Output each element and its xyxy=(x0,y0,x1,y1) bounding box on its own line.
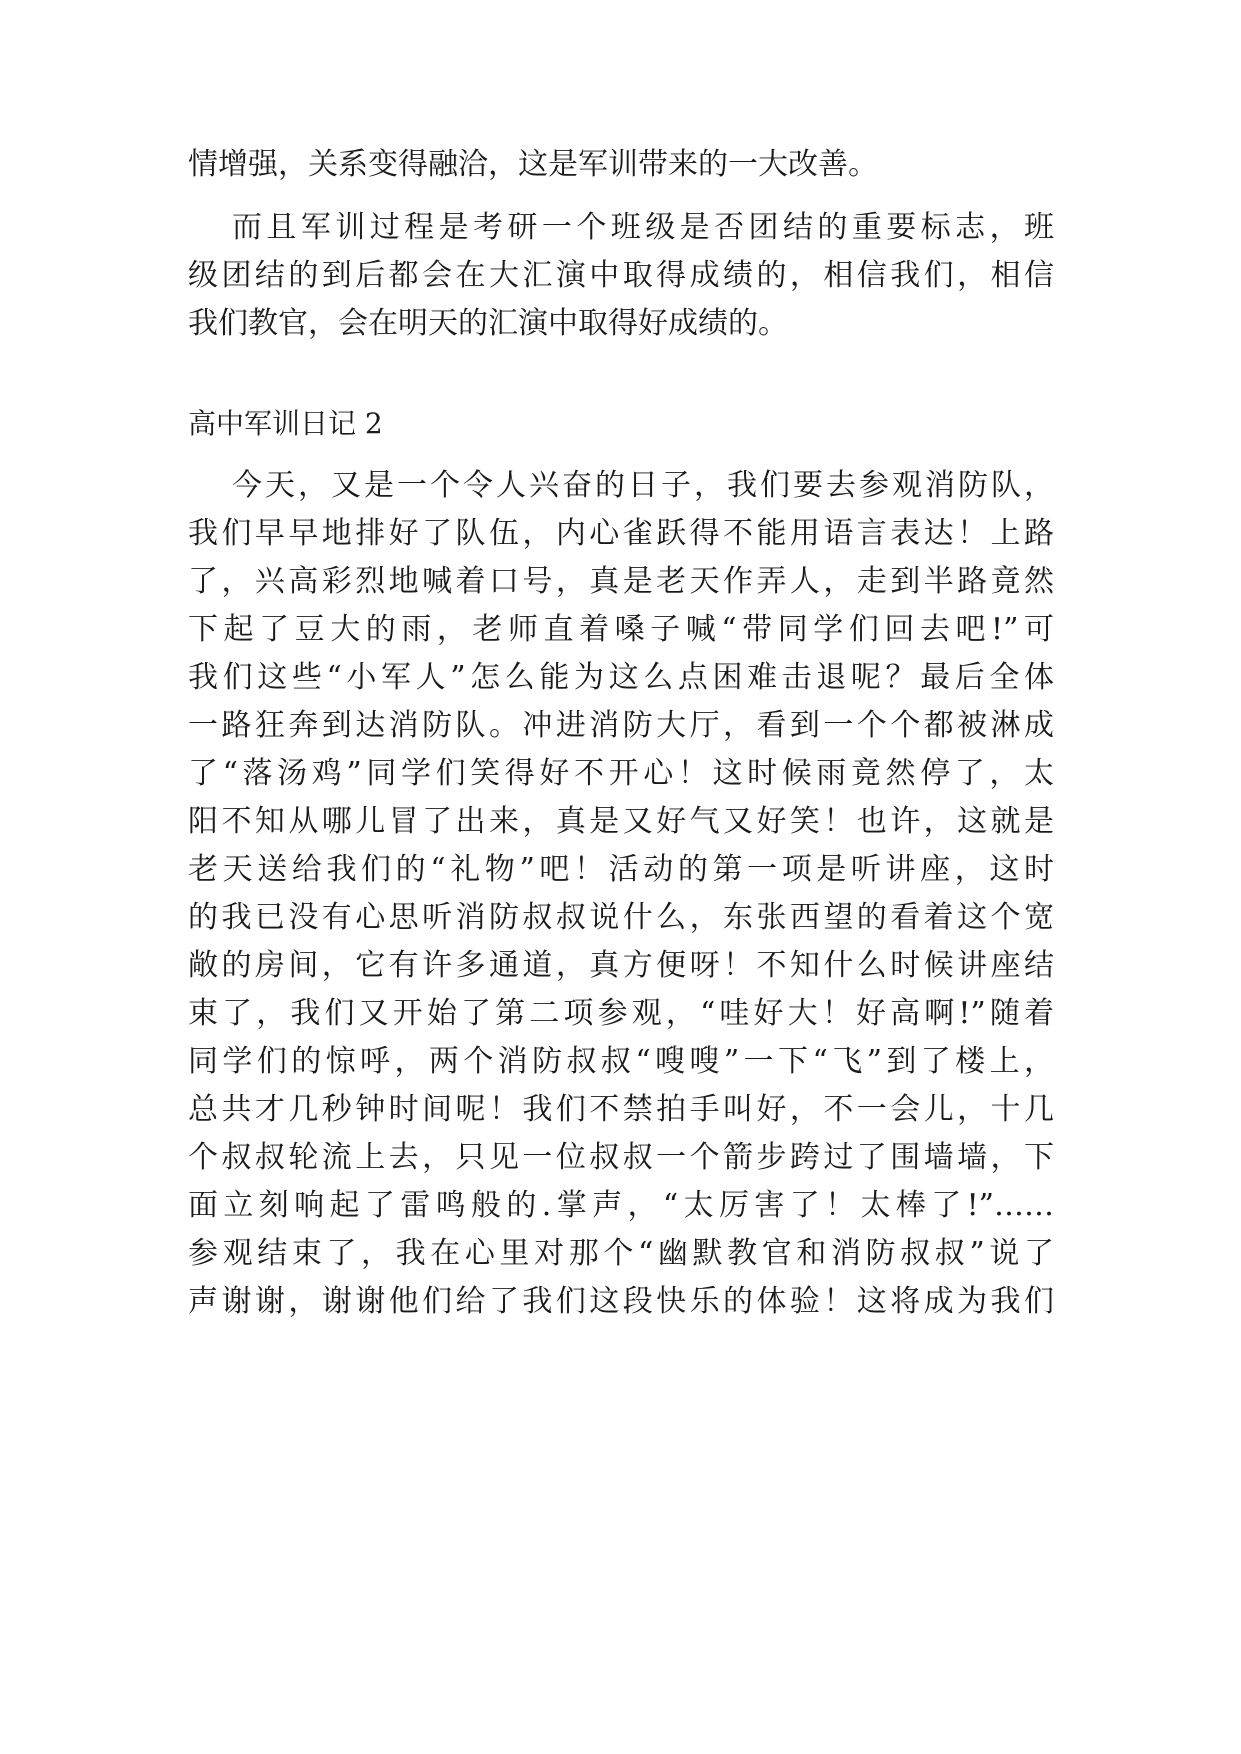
paragraph-line: 阳不知从哪儿冒了出来，真是又好气又好笑！也许，这就是 xyxy=(188,804,1054,839)
paragraph-line: 面立刻响起了雷鸣般的.掌声，“太厉害了！太棒了!”…… xyxy=(188,1188,1054,1223)
paragraph-line: 下起了豆大的雨，老师直着嗓子喊“带同学们回去吧!”可 xyxy=(188,612,1054,647)
paragraph-line: 个叔叔轮流上去，只见一位叔叔一个箭步跨过了围墙墙，下 xyxy=(188,1140,1054,1175)
paragraph-line: 同学们的惊呼，两个消防叔叔“嗖嗖”一下“飞”到了楼上， xyxy=(188,1044,1054,1079)
paragraph-line: 敞的房间，它有许多通道，真方便呀！不知什么时候讲座结 xyxy=(188,948,1054,983)
paragraph-line: 老天送给我们的“礼物”吧！活动的第一项是听讲座，这时 xyxy=(188,852,1054,887)
paragraph-line: 声谢谢，谢谢他们给了我们这段快乐的体验！这将成为我们 xyxy=(188,1284,1054,1319)
paragraph-line: 束了，我们又开始了第二项参观，“哇好大！好高啊!”随着 xyxy=(188,996,1054,1031)
paragraph-line: 一路狂奔到达消防队。冲进消防大厅，看到一个个都被淋成 xyxy=(188,708,1054,743)
paragraph-line: 情增强，关系变得融洽，这是军训带来的一大改善。 xyxy=(188,147,878,182)
paragraph-line: 而且军训过程是考研一个班级是否团结的重要标志，班 xyxy=(232,210,1054,245)
paragraph-line: 的我已没有心思听消防叔叔说什么，东张西望的看着这个宽 xyxy=(188,900,1054,935)
paragraph-line: 今天，又是一个令人兴奋的日子，我们要去参观消防队， xyxy=(232,468,1054,503)
paragraph-line: 我们这些“小军人”怎么能为这么点困难击退呢？最后全体 xyxy=(188,660,1054,695)
section-title: 高中军训日记 2 xyxy=(188,407,383,440)
paragraph-line: 了，兴高彩烈地喊着口号，真是老天作弄人，走到半路竟然 xyxy=(188,564,1054,599)
paragraph-line: 级团结的到后都会在大汇演中取得成绩的，相信我们，相信 xyxy=(188,258,1054,293)
paragraph-line: 参观结束了，我在心里对那个“幽默教官和消防叔叔”说了 xyxy=(188,1236,1054,1271)
paragraph-line: 我们早早地排好了队伍，内心雀跃得不能用语言表达！上路 xyxy=(188,516,1054,551)
paragraph-line: 总共才几秒钟时间呢！我们不禁拍手叫好，不一会儿，十几 xyxy=(188,1092,1054,1127)
paragraph-line: 我们教官，会在明天的汇演中取得好成绩的。 xyxy=(188,306,788,341)
paragraph-line: 了“落汤鸡”同学们笑得好不开心！这时候雨竟然停了，太 xyxy=(188,756,1054,791)
